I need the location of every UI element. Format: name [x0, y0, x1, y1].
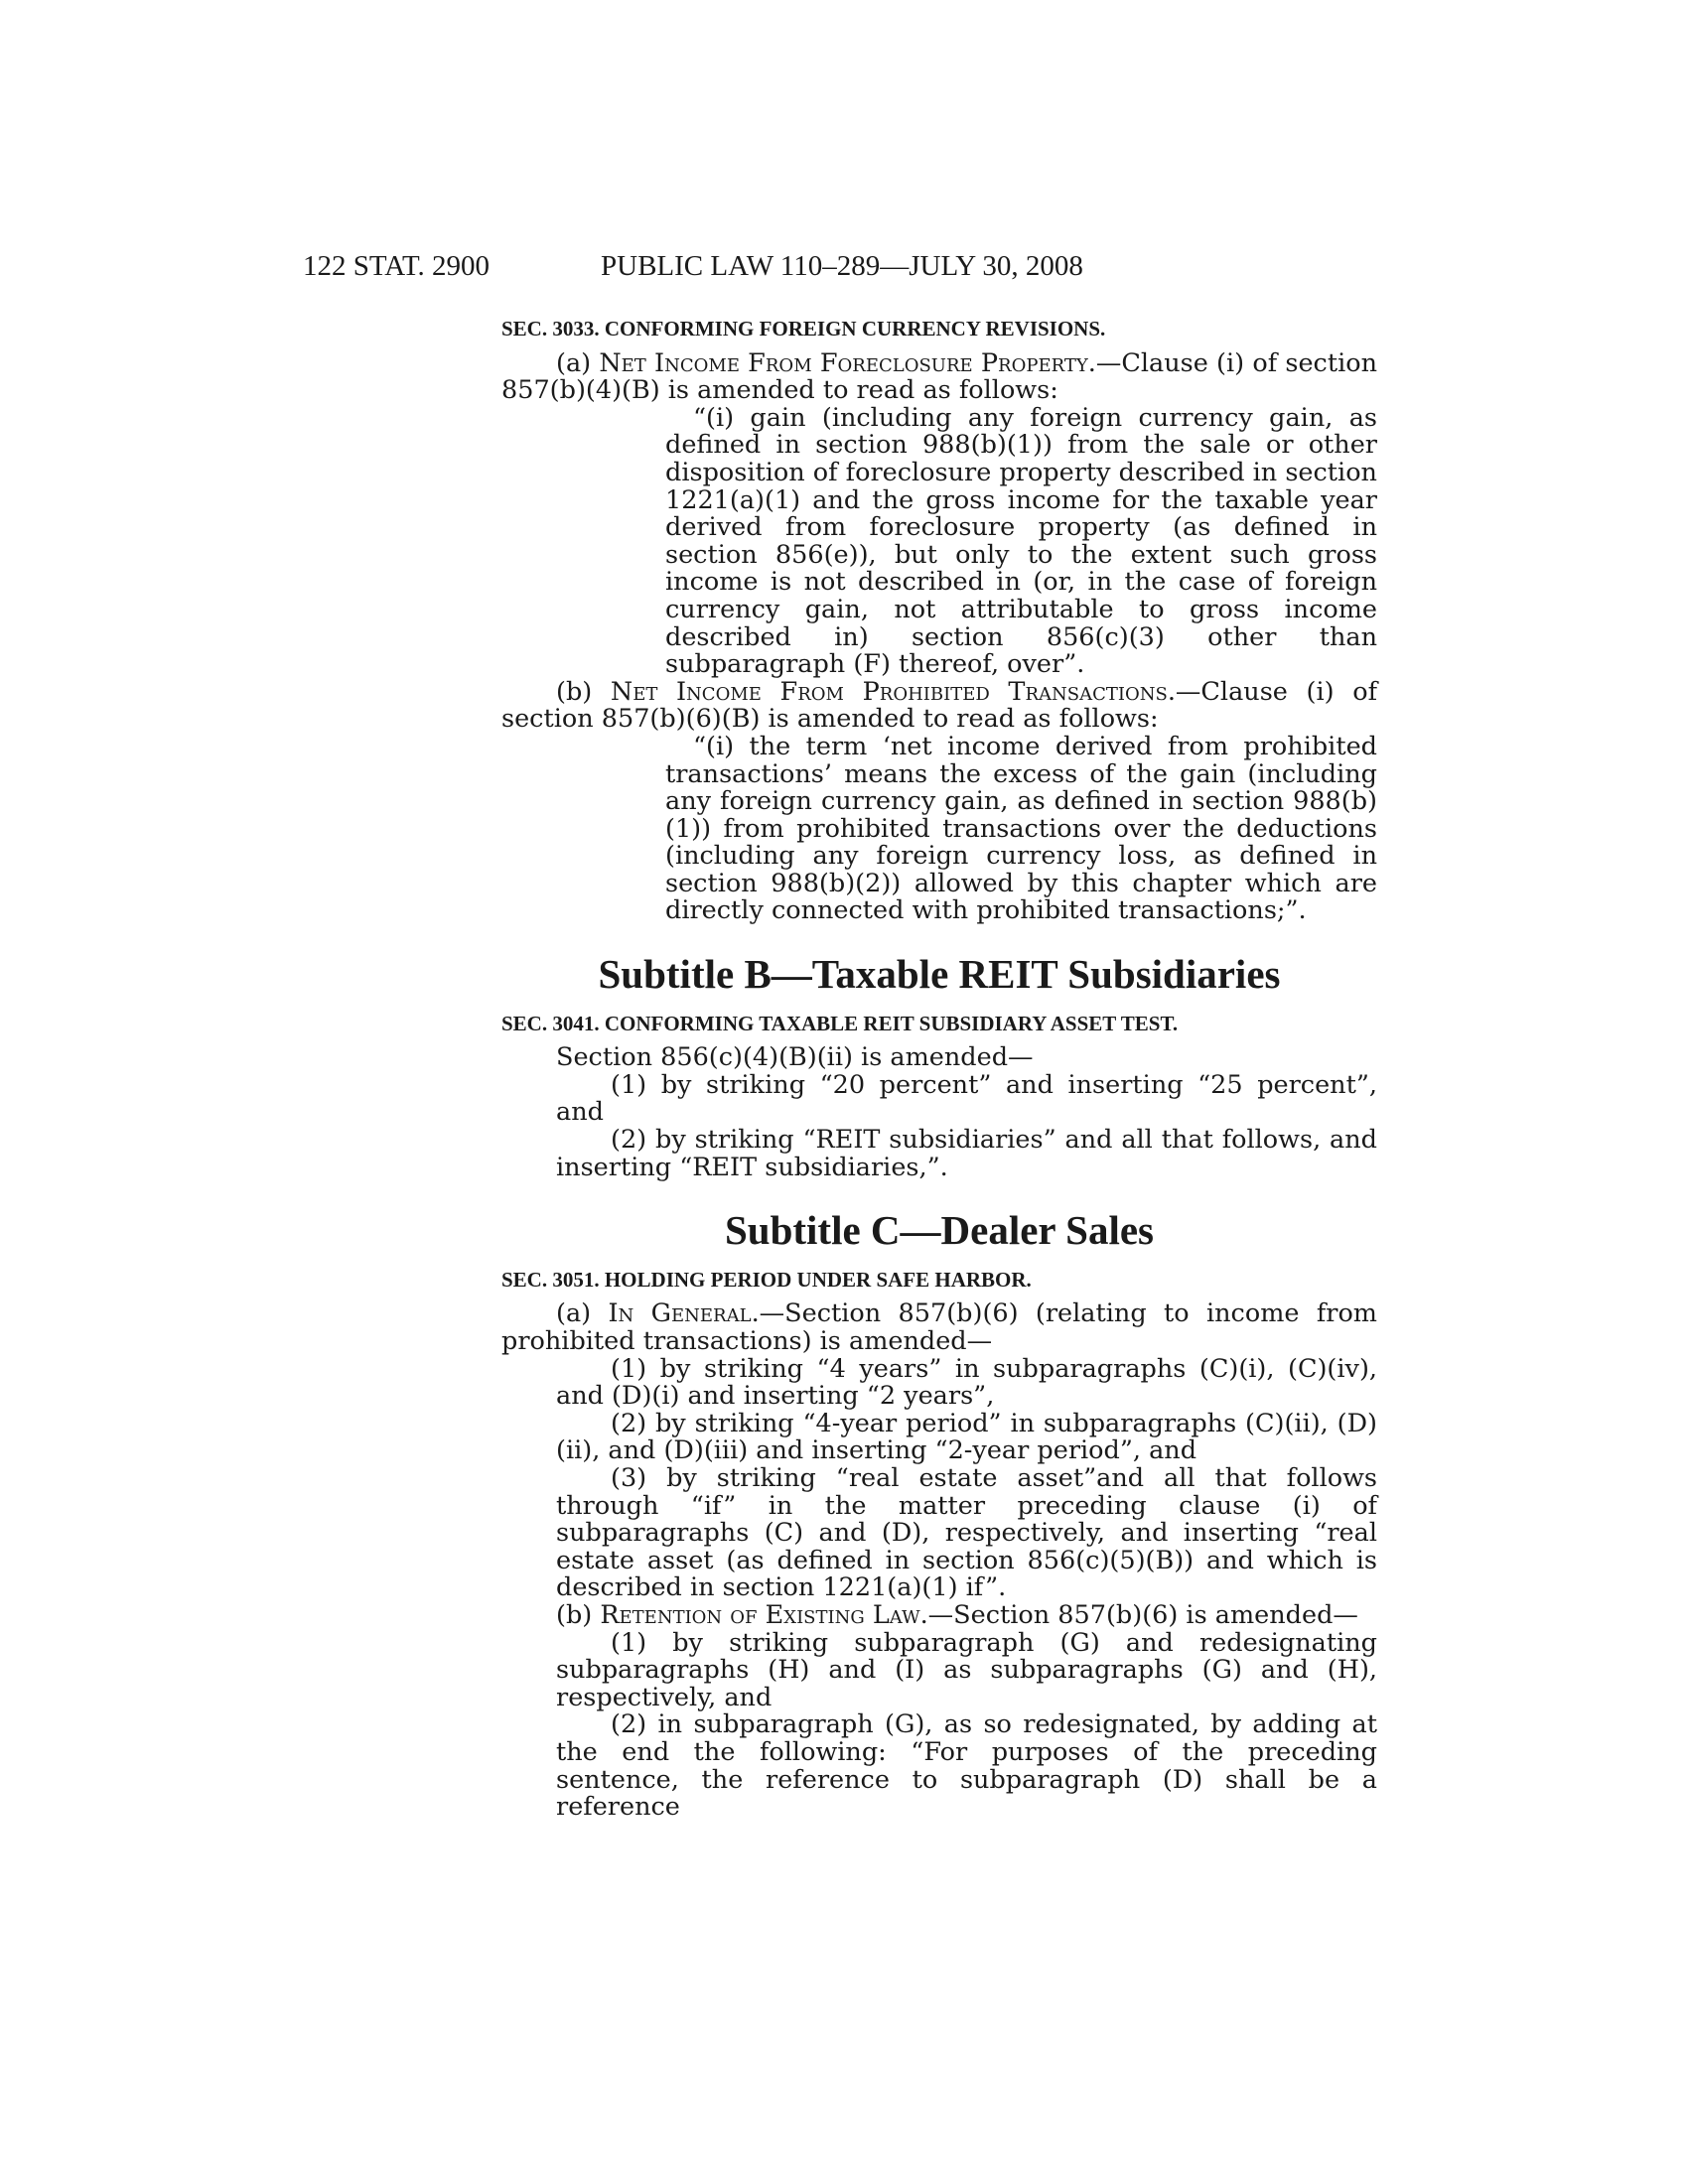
- subsection-b-label: (b): [556, 676, 611, 707]
- section-3051-heading: SEC. 3051. HOLDING PERIOD UNDER SAFE HARBOR.: [501, 1267, 1032, 1292]
- section-3051-subsection-a: [501, 1300, 1377, 1355]
- subsection-a-label: (a): [556, 1298, 609, 1329]
- section-3051-b-item-1: (1) by striking subparagraph (G) and redesignating subparagraphs (H) and (I) as subparagraphs (G) and (H), respectively, and: [556, 1627, 1377, 1712]
- subsection-b-label: (b): [556, 1599, 601, 1630]
- subtitle-c-heading: Subtitle C—Dealer Sales: [724, 1207, 1154, 1254]
- section-3033-heading: SEC. 3033. CONFORMING FOREIGN CURRENCY REVISIONS.: [501, 317, 1106, 341]
- subsection-a-text: .—Clause (i) of section 857(b)(4)(B) is amended to read as follows:: [501, 347, 1377, 406]
- section-3051-a-item-3: (3) by striking “real estate asset”and all that follows through “if” in the matter preceding clause (i) of subparagraphs (C) and (D), respectively, and inserting “real estate asset (as defined in section 856(c)(5)(B)) and which is described in section 1221(a)(1) if”.: [556, 1462, 1377, 1603]
- page-body: [501, 316, 1377, 1822]
- subsection-b-caption: Retention of Existing Law: [600, 1599, 920, 1630]
- section-3051-a-item-1: (1) by striking “4 years” in subparagraphs (C)(i), (C)(iv), and (D)(i) and inserting “2 years”,: [556, 1353, 1377, 1412]
- quote-b-text: “(i) the term ‘net income derived from prohibited transactions’ means the excess of the gain (including any foreign currency gain, as defined in section 988(b)(1)) from prohibited transactions over the deductions (including any foreign currency loss, as defined in section 988(b)(2)) allowed by this chapter which are directly connected with prohibited transactions;”.: [665, 731, 1377, 926]
- quote-a-text: “(i) gain (including any foreign currency gain, as defined in section 988(b)(1)) from the sale or other disposition of foreclosure property described in section 1221(a)(1) and the gross income for the taxable year derived from foreclosure property (as defined in section 856(e)), but only to the extent such gross income is not described in (or, in the case of foreign currency gain, not attributable to gross income described in) section 856(c)(3) other than subparagraph (F) thereof, over”.: [665, 402, 1377, 680]
- page-header: [303, 250, 1226, 290]
- section-3033-subsection-a: [501, 347, 1377, 406]
- subsection-a-caption: Net Income From Foreclosure Property: [599, 347, 1088, 378]
- section-3051-subsection-b: [501, 1599, 1377, 1630]
- section-3051-a-item-2: (2) by striking “4-year period” in subparagraphs (C)(ii), (D)(ii), and (D)(iii) and inserting “2-year period”, and: [556, 1408, 1377, 1466]
- subsection-b-caption: Net Income From Prohibited Transactions: [610, 676, 1168, 707]
- section-3051-b-item-2: (2) in subparagraph (G), as so redesignated, by adding at the end the following: “For purposes of the preceding sentence, the reference to subparagraph (D) shall be a reference: [556, 1709, 1377, 1823]
- section-3041-heading: SEC. 3041. CONFORMING TAXABLE REIT SUBSIDIARY ASSET TEST.: [501, 1011, 1179, 1035]
- public-law-citation: PUBLIC LAW 110–289—JULY 30, 2008: [601, 250, 1083, 282]
- subsection-a-text: .—Section 857(b)(6) (relating to income from prohibited transactions) is amended—: [501, 1298, 1377, 1356]
- subsection-b-text: .—Clause (i) of section 857(b)(6)(B) is amended to read as follows:: [501, 676, 1378, 735]
- section-3033-quote-a: [665, 402, 1377, 680]
- section-3041-item-1: (1) by striking “20 percent” and inserting “25 percent”, and: [556, 1069, 1377, 1128]
- section-3033-subsection-b: [501, 676, 1378, 735]
- subsection-a-label: (a): [556, 347, 600, 378]
- section-3033-quote-b: [665, 731, 1377, 926]
- section-3041-intro: Section 856(c)(4)(B)(ii) is amended—: [556, 1042, 1034, 1073]
- subsection-a-caption: In General: [608, 1298, 752, 1329]
- section-3041-item-2: (2) by striking “REIT subsidiaries” and all that follows, and inserting “REIT subsidiaries,”.: [556, 1125, 1377, 1182]
- stat-page-number: 122 STAT. 2900: [303, 250, 491, 282]
- subtitle-b-heading: Subtitle B—Taxable REIT Subsidiaries: [598, 951, 1281, 998]
- subsection-b-text: .—Section 857(b)(6) is amended—: [919, 1599, 1358, 1630]
